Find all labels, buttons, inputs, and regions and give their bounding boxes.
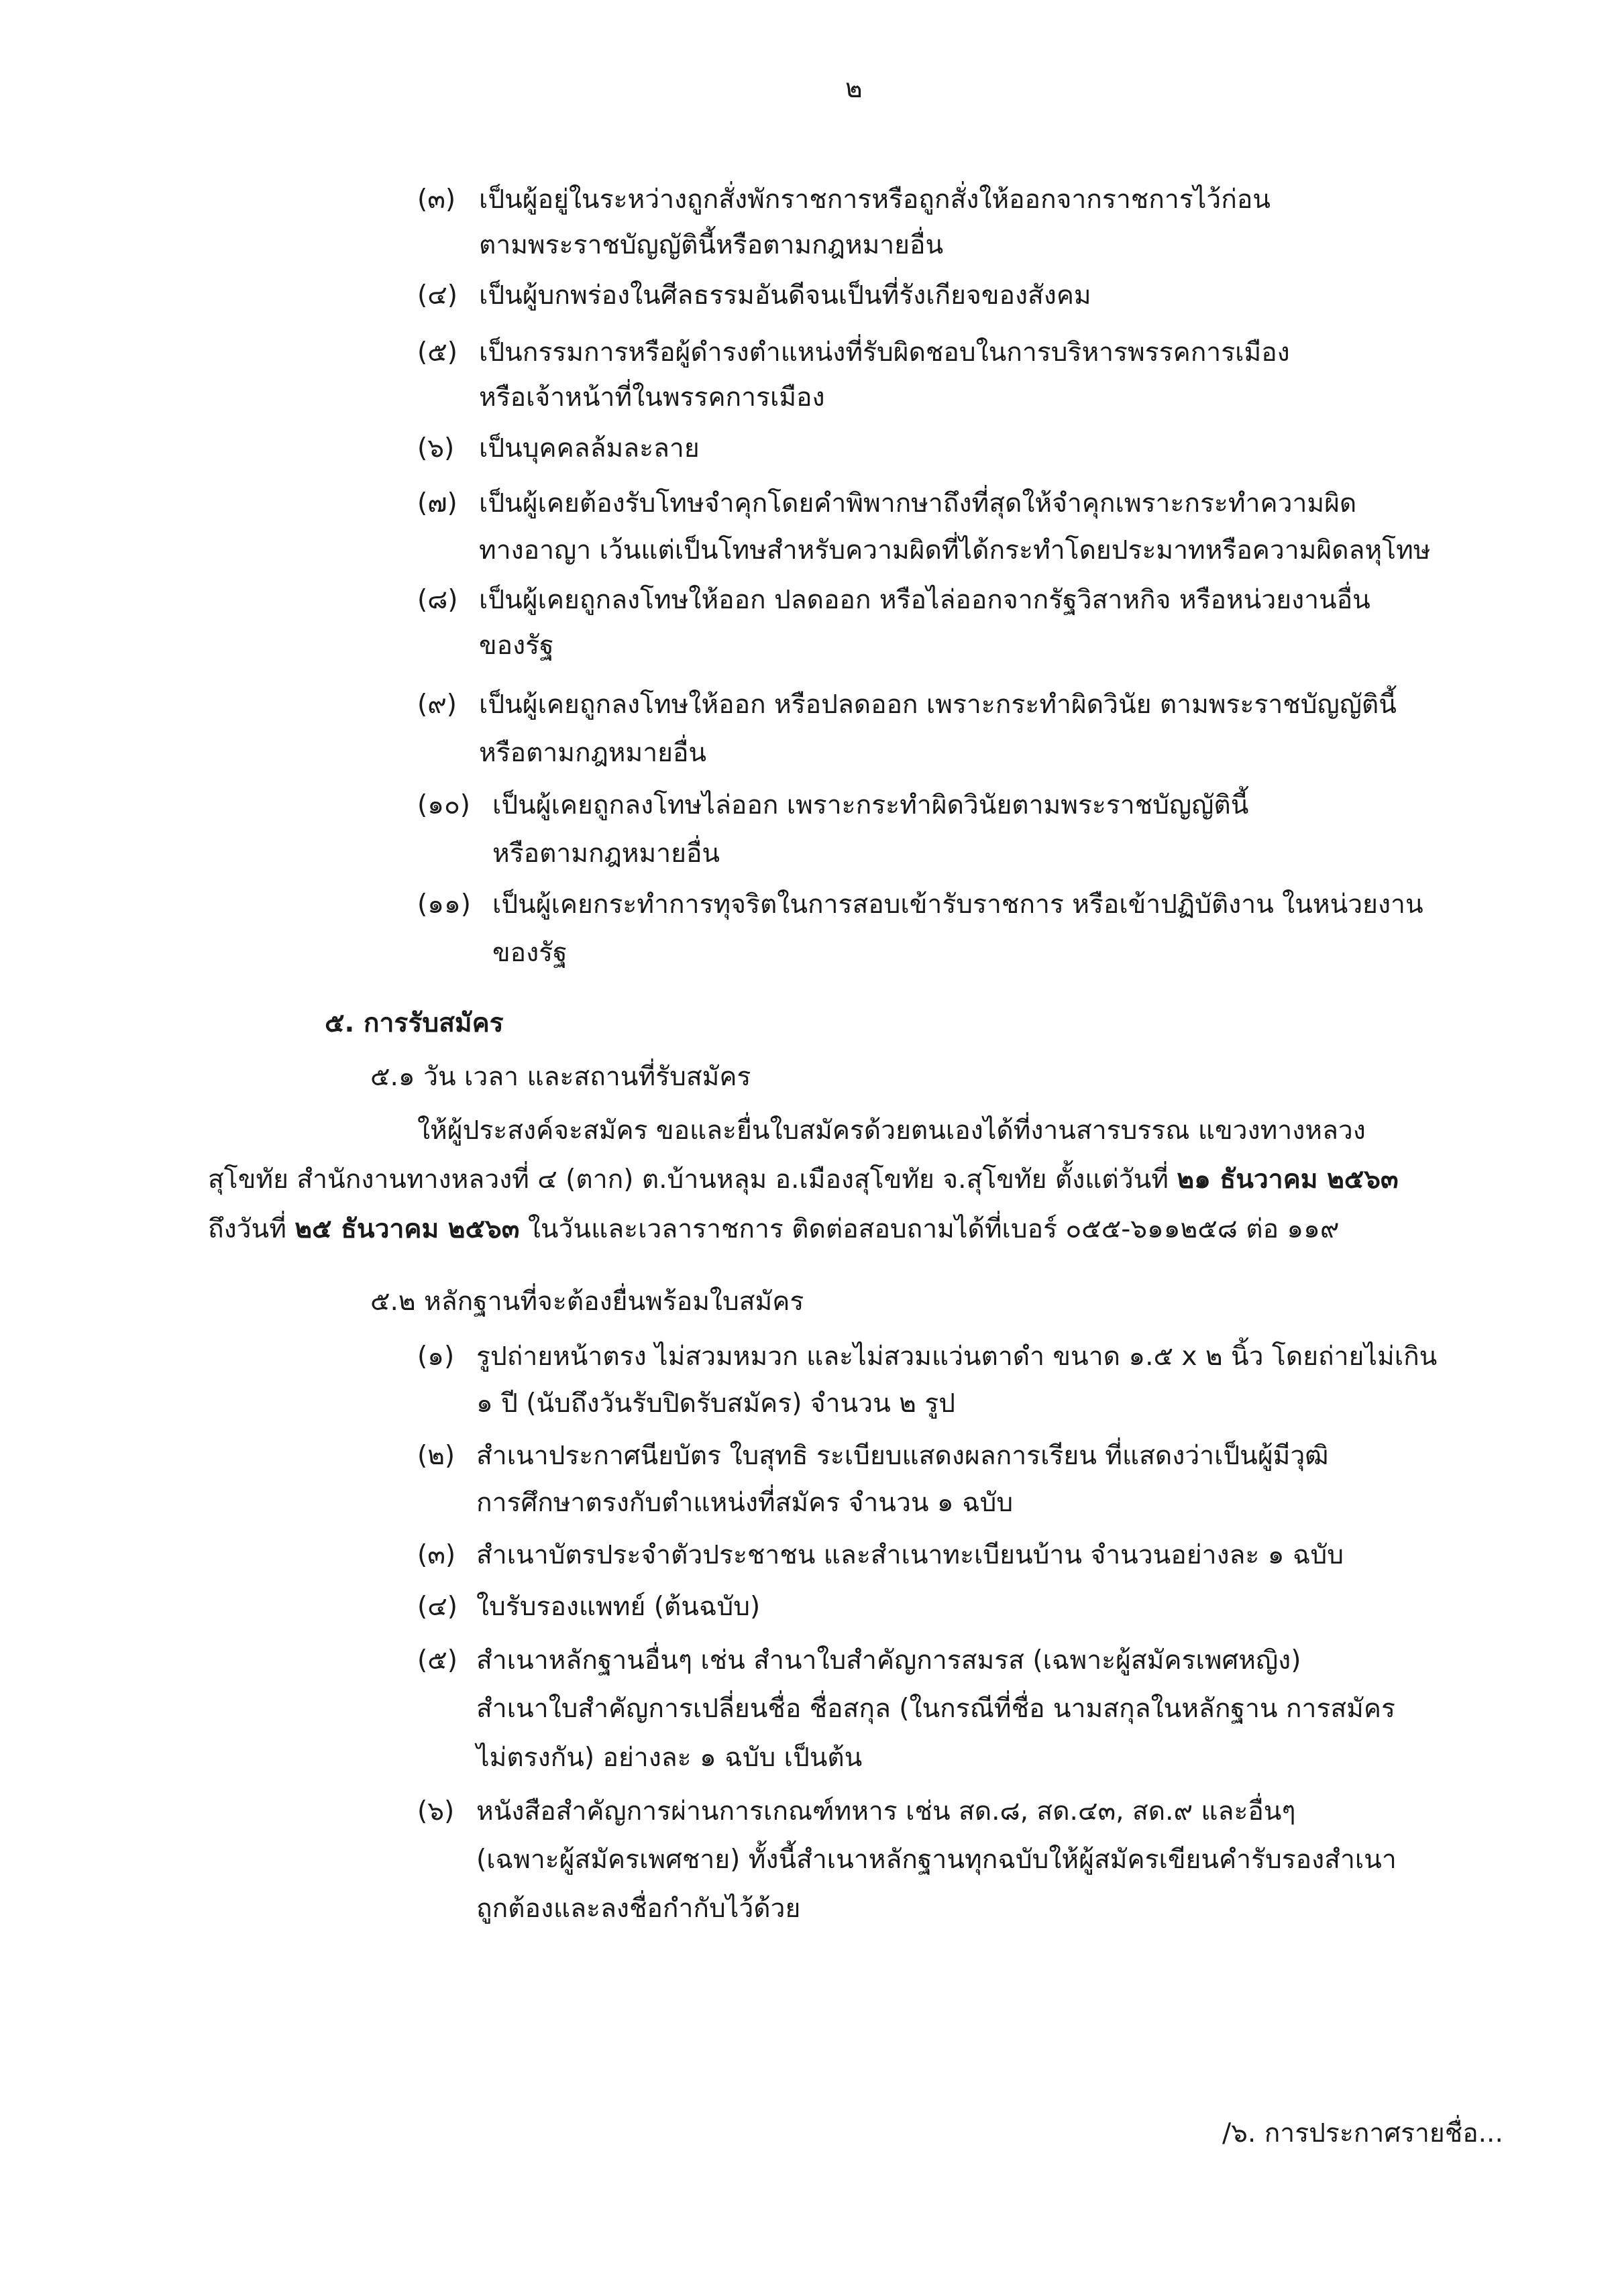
paragraph-text: สุโขทัย สำนักงานทางหลวงที่ ๔ (ตาก) ต.บ้านหลุม อ.เมืองสุโขทัย จ.สุโขทัย ตั้งแต่วันที่ bbox=[208, 1164, 1177, 1195]
list-item-text: ของรัฐ bbox=[479, 631, 554, 661]
list-item-text: เป็นผู้เคยถูกลงโทษให้ออก หรือปลดออก เพราะกระทำผิดวินัย ตามพระราชบัญญัตินี้ bbox=[479, 690, 1397, 720]
list-item-text: สำเนาประกาศนียบัตร ใบสุทธิ ระเบียบแสดงผลการเรียน ที่แสดงว่าเป็นผู้มีวุฒิ bbox=[476, 1441, 1329, 1471]
list-item-number: (๗) bbox=[417, 488, 457, 518]
list-item-text: เป็นกรรมการหรือผู้ดำรงตำแหน่งที่รับผิดชอบในการบริหารพรรคการเมือง bbox=[479, 337, 1290, 368]
list-item-number: (๑) bbox=[417, 1342, 455, 1372]
list-item-text: เป็นผู้บกพร่องในศีลธรรมอันดีจนเป็นที่รังเกียจของสังคม bbox=[479, 280, 1091, 311]
list-item-text: หรือเจ้าหน้าที่ในพรรคการเมือง bbox=[479, 382, 825, 413]
list-item-text: เป็นผู้เคยถูกลงโทษให้ออก ปลดออก หรือไล่ออกจากรัฐวิสาหกิจ หรือหน่วยงานอื่น bbox=[479, 585, 1370, 615]
list-item-number: (๑๑) bbox=[417, 889, 471, 920]
end-date: ๒๕ ธันวาคม ๒๕๖๓ bbox=[294, 1214, 520, 1244]
paragraph-text: ในวันและเวลาราชการ ติดต่อสอบถามได้ที่เบอร์ ๐๕๕-๖๑๑๒๕๘ ต่อ ๑๑๙ bbox=[519, 1214, 1340, 1244]
list-item-text: หรือตามกฎหมายอื่น bbox=[492, 838, 720, 869]
list-item-number: (๙) bbox=[417, 690, 457, 720]
list-item-number: (๕) bbox=[417, 337, 457, 368]
list-item-number: (๑๐) bbox=[417, 790, 470, 820]
list-item-text: รูปถ่ายหน้าตรง ไม่สวมหมวก และไม่สวมแว่นตาดำ ขนาด ๑.๕ x ๒ นิ้ว โดยถ่ายไม่เกิน bbox=[476, 1342, 1438, 1372]
list-item-text: ของรัฐ bbox=[492, 938, 568, 968]
list-item-text: เป็นผู้เคยกระทำการทุจริตในการสอบเข้ารับราชการ หรือเข้าปฏิบัติงาน ในหน่วยงาน bbox=[492, 889, 1423, 920]
list-item-number: (๓) bbox=[417, 1540, 456, 1570]
list-item-number: (๖) bbox=[417, 433, 455, 463]
list-item-number: (๖) bbox=[417, 1796, 455, 1826]
paragraph-line: ให้ผู้ประสงค์จะสมัคร ขอและยื่นใบสมัครด้วยตนเองได้ที่งานสารบรรณ แขวงทางหลวง bbox=[417, 1115, 1366, 1146]
list-item-text: หรือตามกฎหมายอื่น bbox=[479, 738, 707, 768]
list-item-text: การศึกษาตรงกับตำแหน่งที่สมัคร จำนวน ๑ ฉบับ bbox=[476, 1488, 1014, 1518]
start-date: ๒๑ ธันวาคม ๒๕๖๓ bbox=[1177, 1164, 1399, 1195]
subsection-heading: ๕.๑ วัน เวลา และสถานที่รับสมัคร bbox=[370, 1062, 751, 1092]
page-number: ๒ bbox=[845, 74, 863, 104]
list-item-text: ตามพระราชบัญญัตินี้หรือตามกฎหมายอื่น bbox=[479, 230, 944, 260]
list-item-text: เป็นผู้เคยต้องรับโทษจำคุกโดยคำพิพากษาถึงที่สุดให้จำคุกเพราะกระทำความผิด bbox=[479, 488, 1357, 518]
list-item-text: (เฉพาะผู้สมัครเพศชาย) ทั้งนี้สำเนาหลักฐานทุกฉบับให้ผู้สมัครเขียนคำรับรองสำเนา bbox=[476, 1845, 1397, 1875]
list-item-text: เป็นผู้อยู่ในระหว่างถูกสั่งพักราชการหรือถูกสั่งให้ออกจากราชการไว้ก่อน bbox=[479, 184, 1271, 215]
list-item-text: ไม่ตรงกัน) อย่างละ ๑ ฉบับ เป็นต้น bbox=[476, 1743, 863, 1773]
list-item-text: สำเนาหลักฐานอื่นๆ เช่น สำนาใบสำคัญการสมรส (เฉพาะผู้สมัครเพศหญิง) bbox=[476, 1645, 1301, 1676]
list-item-number: (๘) bbox=[417, 585, 458, 615]
continuation-note: /๖. การประกาศรายชื่อ... bbox=[1222, 2118, 1503, 2148]
list-item-text: สำเนาบัตรประจำตัวประชาชน และสำเนาทะเบียนบ้าน จำนวนอย่างละ ๑ ฉบับ bbox=[476, 1540, 1344, 1570]
list-item-text: เป็นบุคคลล้มละลาย bbox=[479, 433, 700, 463]
list-item-number: (๔) bbox=[417, 280, 457, 311]
subsection-heading: ๕.๒ หลักฐานที่จะต้องยื่นพร้อมใบสมัคร bbox=[370, 1287, 804, 1317]
list-item-number: (๒) bbox=[417, 1441, 455, 1471]
paragraph-line bbox=[208, 1215, 1340, 1244]
list-item-number: (๓) bbox=[417, 184, 456, 215]
list-item-text: เป็นผู้เคยถูกลงโทษไล่ออก เพราะกระทำผิดวินัยตามพระราชบัญญัตินี้ bbox=[492, 790, 1249, 820]
list-item-text: ๑ ปี (นับถึงวันรับปิดรับสมัคร) จำนวน ๒ รูป bbox=[476, 1388, 955, 1419]
list-item-text: สำเนาใบสำคัญการเปลี่ยนชื่อ ชื่อสกุล (ในกรณีที่ชื่อ นามสกุลในหลักฐาน การสมัคร bbox=[476, 1694, 1395, 1724]
list-item-text: ใบรับรองแพทย์ (ต้นฉบับ) bbox=[476, 1592, 761, 1622]
paragraph-text: ถึงวันที่ bbox=[208, 1214, 295, 1244]
list-item-number: (๕) bbox=[417, 1645, 457, 1676]
list-item-text: ถูกต้องและลงชื่อกำกับไว้ด้วย bbox=[476, 1894, 801, 1924]
section-heading: ๕. การรับสมัคร bbox=[325, 1008, 504, 1038]
list-item-text: หนังสือสำคัญการผ่านการเกณฑ์ทหาร เช่น สด.๘, สด.๔๓, สด.๙ และอื่นๆ bbox=[476, 1796, 1296, 1826]
list-item-text: ทางอาญา เว้นแต่เป็นโทษสำหรับความผิดที่ได้กระทำโดยประมาทหรือความผิดลหุโทษ bbox=[479, 535, 1431, 565]
paragraph-line bbox=[208, 1166, 1399, 1195]
list-item-number: (๔) bbox=[417, 1592, 457, 1622]
